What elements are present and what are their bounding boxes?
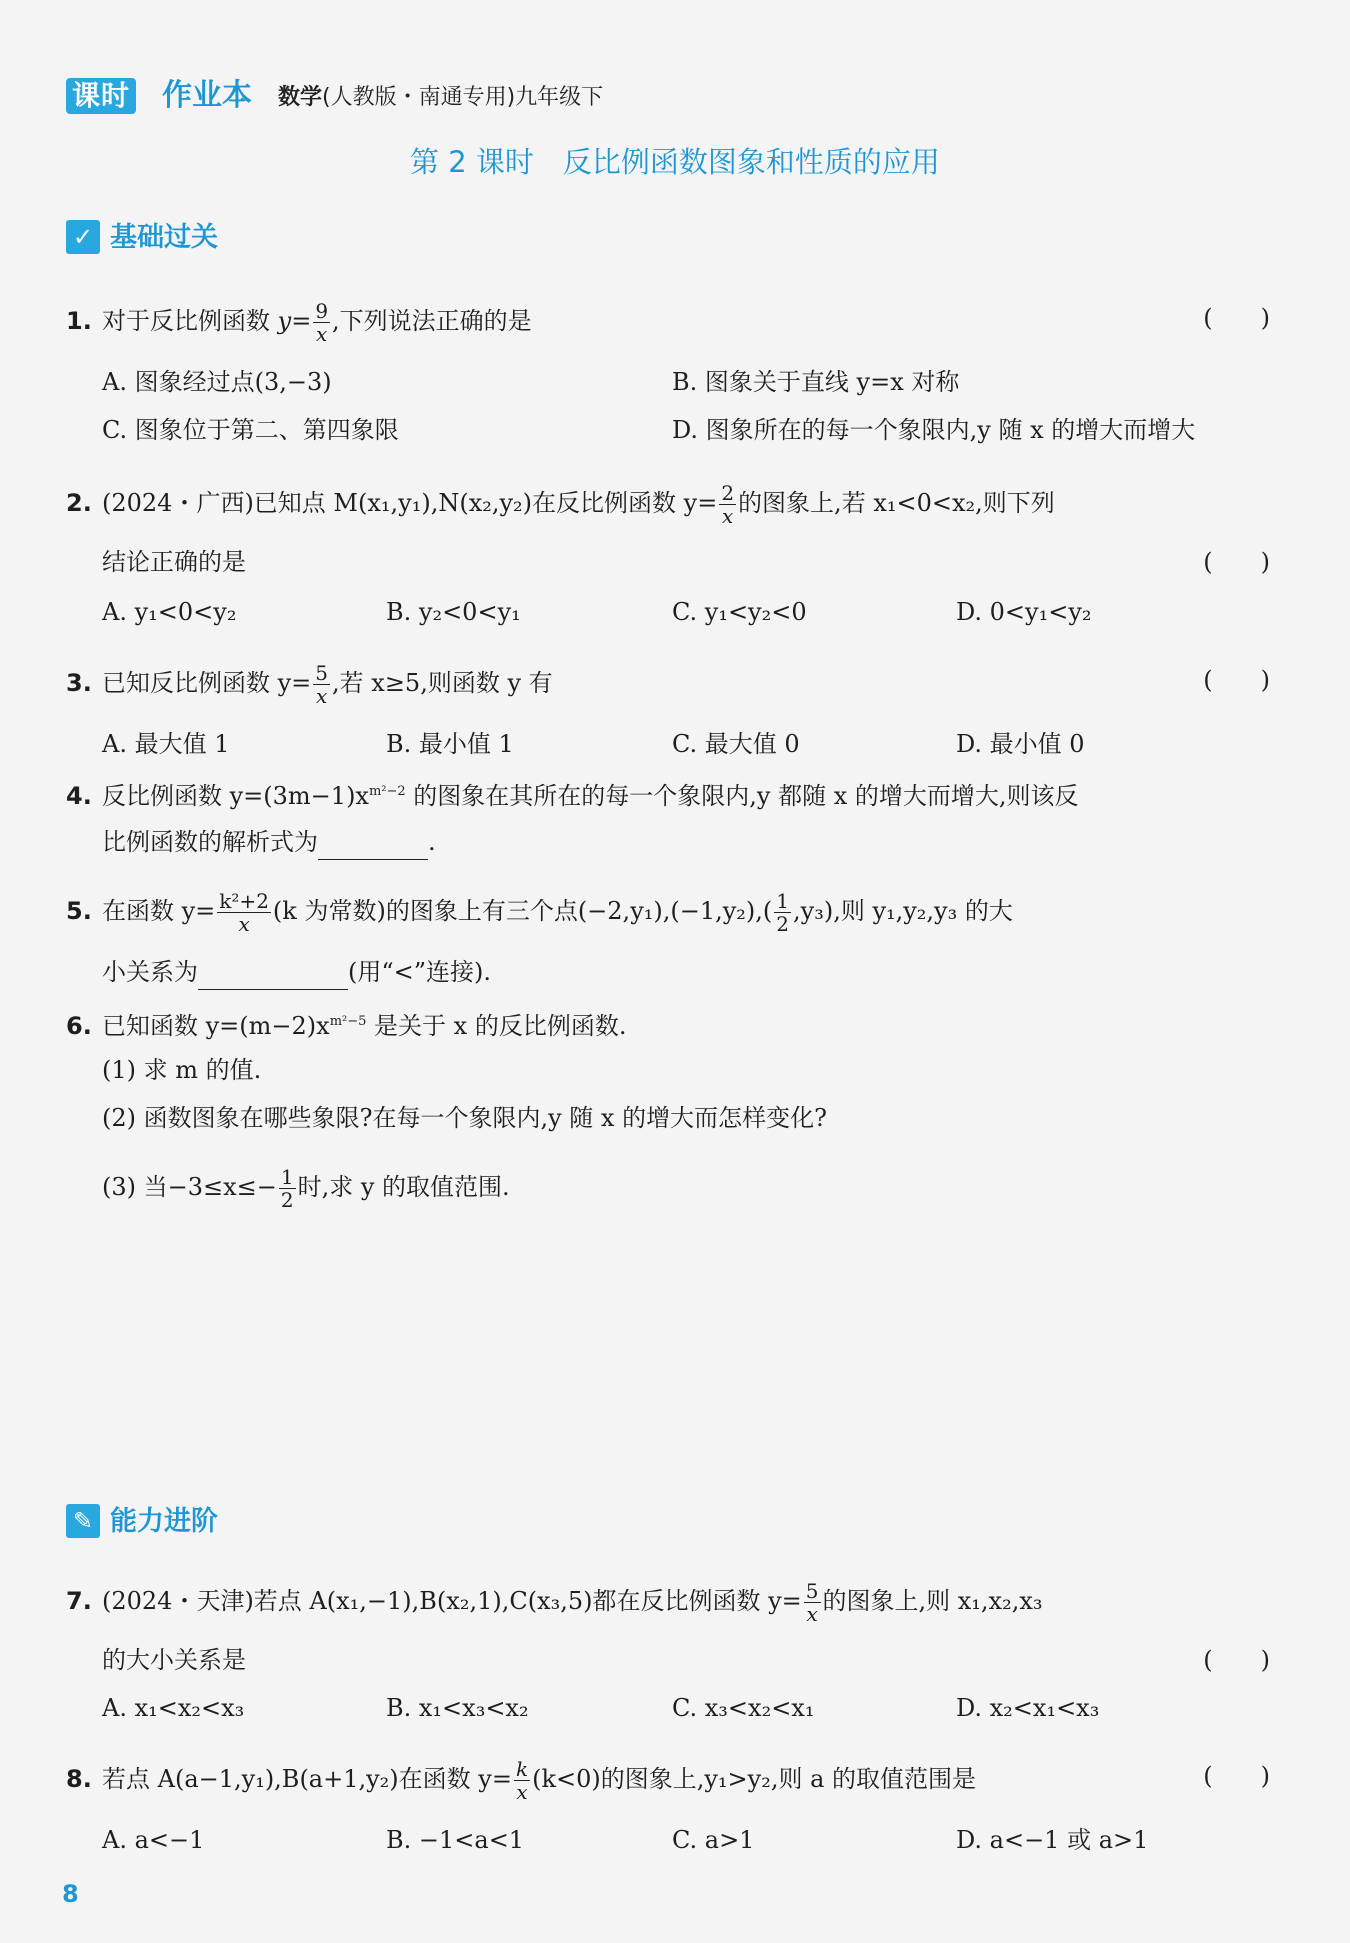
q1-frac-num: 9 [315,299,329,323]
q1-stem [66,300,532,345]
q3-option-c: C. 最大值 0 [672,730,800,758]
q1-option-c: C. 图象位于第二、第四象限 [102,416,399,444]
q7-option-a: A. x₁<x₂<x₃ [102,1694,245,1722]
q5-line2-text: 小关系为 [102,958,198,986]
q2-frac-den: x [722,504,734,528]
q3-number: 3. [66,669,92,697]
q2-fraction [719,482,736,527]
q2-pre: (2024・广西)已知点 M(x₁,y₁),N(x₂,y₂)在反比例函数 y= [102,489,718,517]
q8-option-d: D. a<−1 或 a>1 [956,1826,1149,1854]
q6-half-num: 1 [280,1165,294,1189]
q1-pre: 对于反比例函数 [102,307,278,335]
q6-sub3-post: 时,求 y 的取值范围. [297,1173,510,1201]
q3-frac-num: 5 [315,661,329,685]
q7-post: 的图象上,则 x₁,x₂,x₃ [822,1587,1043,1615]
q6-number: 6. [66,1012,92,1040]
q2-option-c: C. y₁<y₂<0 [672,598,807,626]
subject-bold: 数学 [278,85,323,110]
q3-option-d: D. 最小值 0 [956,730,1085,758]
q8-frac-num: k [515,1757,529,1781]
q5-fraction [217,890,271,935]
q6-half-fraction [279,1166,296,1211]
q4-answer-blank[interactable] [318,833,428,860]
q1-number: 1. [66,307,92,335]
q2-answer-paren[interactable]: ( ) [1203,548,1270,576]
lesson-title: 第 2 课时 反比例函数图象和性质的应用 [410,145,940,179]
q8-frac-den: x [516,1780,528,1804]
q2-option-a: A. y₁<0<y₂ [102,598,237,626]
q8-fraction [514,1758,530,1803]
q8-answer-paren[interactable]: ( ) [1203,1762,1270,1790]
q4-exponent: m²−2 [368,784,406,799]
q6-sub2: (2) 函数图象在哪些象限?在每一个象限内,y 随 x 的增大而怎样变化? [102,1104,827,1132]
q3-frac-den: x [316,684,328,708]
q3-answer-paren[interactable]: ( ) [1203,666,1270,694]
q6-pre: 已知函数 y=(m−2)x [102,1012,330,1040]
brand-logo-tail: 作业本 [162,78,252,113]
q5-number: 5. [66,897,92,925]
subject-line [278,84,603,112]
page-number: 8 [62,1880,79,1908]
q5-end: (用“<”连接). [348,958,492,986]
q3-fraction [313,662,330,707]
q8-post: (k<0)的图象上,y₁>y₂,则 a 的取值范围是 [532,1765,977,1793]
checkbox-icon: ✓ [66,220,100,254]
q1-fraction [313,300,330,345]
q4-end: . [428,828,436,856]
q4-stem [66,774,1079,814]
q1-option-a: A. 图象经过点(3,−3) [102,368,332,396]
q5-stem [66,890,1013,935]
q8-option-c: C. a>1 [672,1826,755,1854]
q7-frac-num: 5 [805,1579,819,1603]
q6-stem [66,1004,626,1044]
q1-post: ,下列说法正确的是 [332,307,532,335]
q2-frac-num: 2 [721,481,735,505]
q5-half-num: 1 [776,889,790,913]
brand-logo: 课时 [66,78,136,114]
q6-exponent: m²−5 [329,1014,367,1029]
section-basic [66,218,218,258]
subject-rest: (人教版・南通专用)九年级下 [322,85,604,110]
q5-pre: 在函数 y= [102,897,216,925]
q8-option-a: A. a<−1 [102,1826,205,1854]
q7-option-d: D. x₂<x₁<x₃ [956,1694,1100,1722]
q7-option-b: B. x₁<x₃<x₂ [386,1694,529,1722]
q6-half-den: 2 [280,1188,294,1212]
section-advanced-label: 能力进阶 [110,1506,218,1537]
q7-option-c: C. x₃<x₂<x₁ [672,1694,815,1722]
q6-sub3 [102,1166,510,1211]
q4-pre: 反比例函数 y=(3m−1)x [102,782,369,810]
q7-frac-den: x [806,1602,818,1626]
q2-post: 的图象上,若 x₁<0<x₂,则下列 [738,489,1055,517]
q4-stem-line2 [102,824,436,860]
q2-option-d: D. 0<y₁<y₂ [956,598,1092,626]
q5-post: ,y₃),则 y₁,y₂,y₃ 的大 [793,897,1013,925]
q7-fraction [804,1580,821,1625]
q8-option-b: B. −1<a<1 [386,1826,525,1854]
q5-mid: (k 为常数)的图象上有三个点(−2,y₁),(−1,y₂),( [272,897,773,925]
q4-post: 的图象在其所在的每一个象限内,y 都随 x 的增大而增大,则该反 [405,782,1079,810]
q6-sub3-pre: (3) 当−3≤x≤− [102,1173,277,1201]
q2-option-b: B. y₂<0<y₁ [386,598,521,626]
q1-frac-den: x [316,322,328,346]
q2-stem-line2: 结论正确的是 [102,548,246,576]
q3-stem [66,662,553,707]
q5-stem-line2 [102,954,491,990]
q5-half-den: 2 [776,912,790,936]
q1-eq: = [291,307,312,335]
q3-pre: 已知反比例函数 y= [102,669,312,697]
q5-frac-den: x [238,912,250,936]
q8-pre: 若点 A(a−1,y₁),B(a+1,y₂)在函数 y= [102,1765,512,1793]
q7-stem-line2: 的大小关系是 [102,1646,246,1674]
q5-answer-blank[interactable] [198,963,348,990]
q7-stem [66,1580,1043,1625]
section-basic-label: 基础过关 [110,222,218,253]
q8-number: 8. [66,1765,92,1793]
q1-y: y [277,307,292,335]
q5-frac-num: k²+2 [219,889,269,913]
q7-number: 7. [66,1587,92,1615]
q8-stem [66,1758,976,1803]
q4-number: 4. [66,782,92,810]
q3-option-a: A. 最大值 1 [102,730,230,758]
q1-option-d: D. 图象所在的每一个象限内,y 随 x 的增大而增大 [672,416,1196,444]
pencil-icon: ✎ [66,1504,100,1538]
q4-line2-text: 比例函数的解析式为 [102,828,318,856]
q6-post: 是关于 x 的反比例函数. [366,1012,627,1040]
q7-answer-paren[interactable]: ( ) [1203,1646,1270,1674]
q3-post: ,若 x≥5,则函数 y 有 [332,669,553,697]
q2-number: 2. [66,489,92,517]
q5-half-fraction [774,890,791,935]
q2-stem [66,482,1055,527]
q3-option-b: B. 最小值 1 [386,730,514,758]
q1-answer-paren[interactable]: ( ) [1203,304,1270,332]
q1-option-b: B. 图象关于直线 y=x 对称 [672,368,960,396]
section-advanced [66,1502,218,1542]
q7-pre: (2024・天津)若点 A(x₁,−1),B(x₂,1),C(x₃,5)都在反比例函数 y= [102,1587,802,1615]
q6-sub1: (1) 求 m 的值. [102,1056,262,1084]
